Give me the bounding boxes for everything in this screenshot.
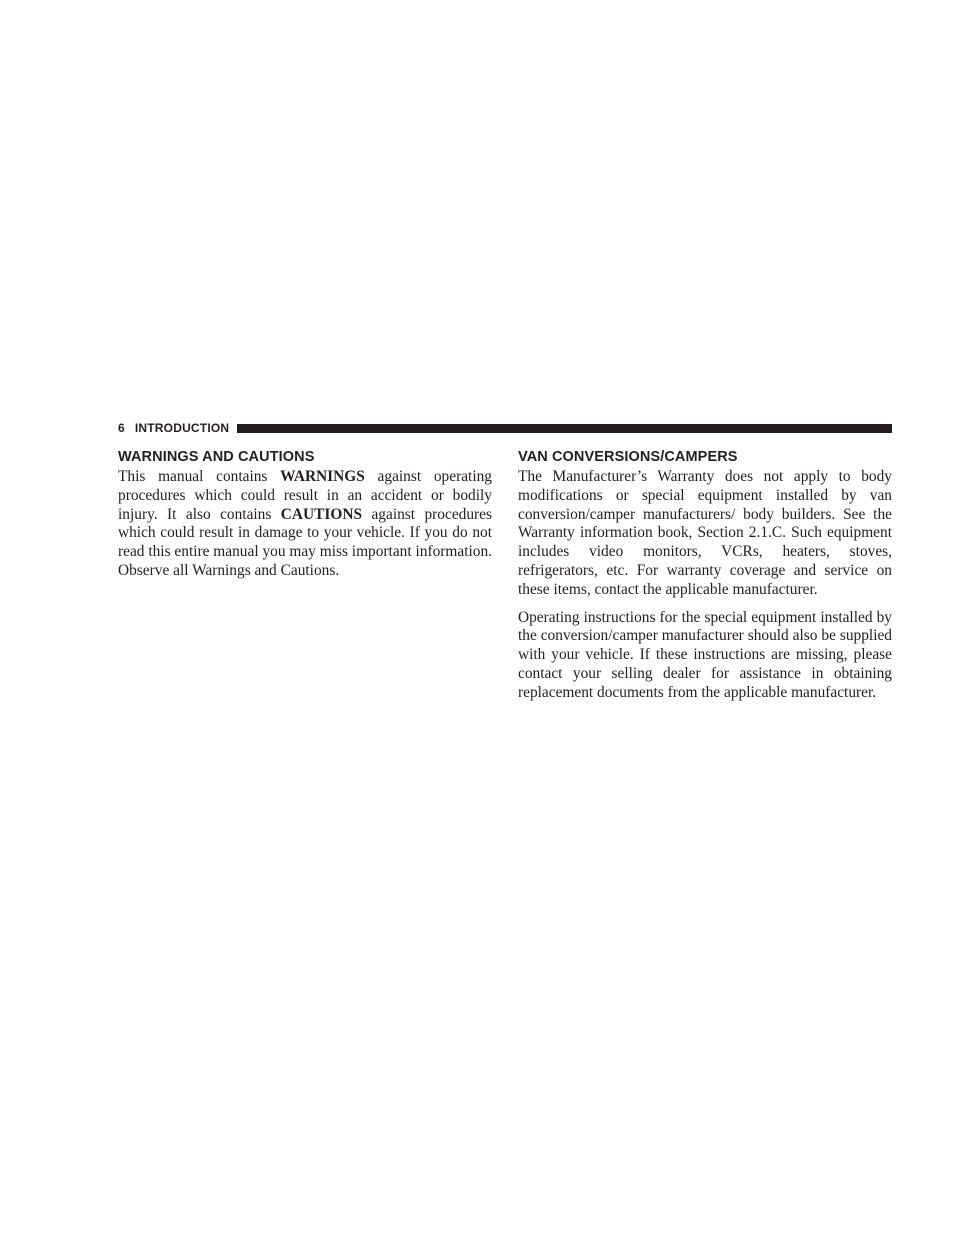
warnings-emphasis: WARNINGS	[280, 468, 365, 485]
warnings-heading: WARNINGS AND CAUTIONS	[118, 449, 315, 465]
page-header	[118, 420, 892, 436]
cautions-emphasis: CAUTIONS	[280, 505, 363, 523]
page-number: 6	[118, 421, 125, 435]
warnings-paragraph	[118, 468, 492, 581]
text-run: This manual contains	[118, 468, 281, 485]
right-column	[518, 448, 892, 703]
instructions-paragraph: Operating instructions for the special equipment installed by the conversion/camper manufacturer should also be supplied with your vehicle. If these instructions are missing, please contact your selling dealer for assistance in obtaining replacement documents from the applicable manufacturer.	[518, 608, 892, 701]
text-run: against procedures which could result in damage to your vehicle. If you do not read this entire manual you may miss important information. Observe all Warnings and Cautions.	[118, 505, 493, 579]
section-title: INTRODUCTION	[134, 421, 230, 435]
left-column	[118, 448, 492, 581]
warranty-paragraph: The Manufacturer’s Warranty does not apply to body modifications or special equipment installed by van conversion/camper manufacturers/ body builders. See the Warranty information book, Section 2.1.C. Such equipment includes video monitors, VCRs, heaters, stoves, refrigerators, etc. For warranty coverage and service on these items, contact the applicable manufacturer.	[518, 468, 892, 598]
van-conversions-heading: VAN CONVERSIONS/CAMPERS	[518, 449, 738, 465]
header-rule	[237, 424, 892, 433]
text-run: against operating procedures which could result in an accident or bodily injury. It also contains	[118, 468, 492, 523]
